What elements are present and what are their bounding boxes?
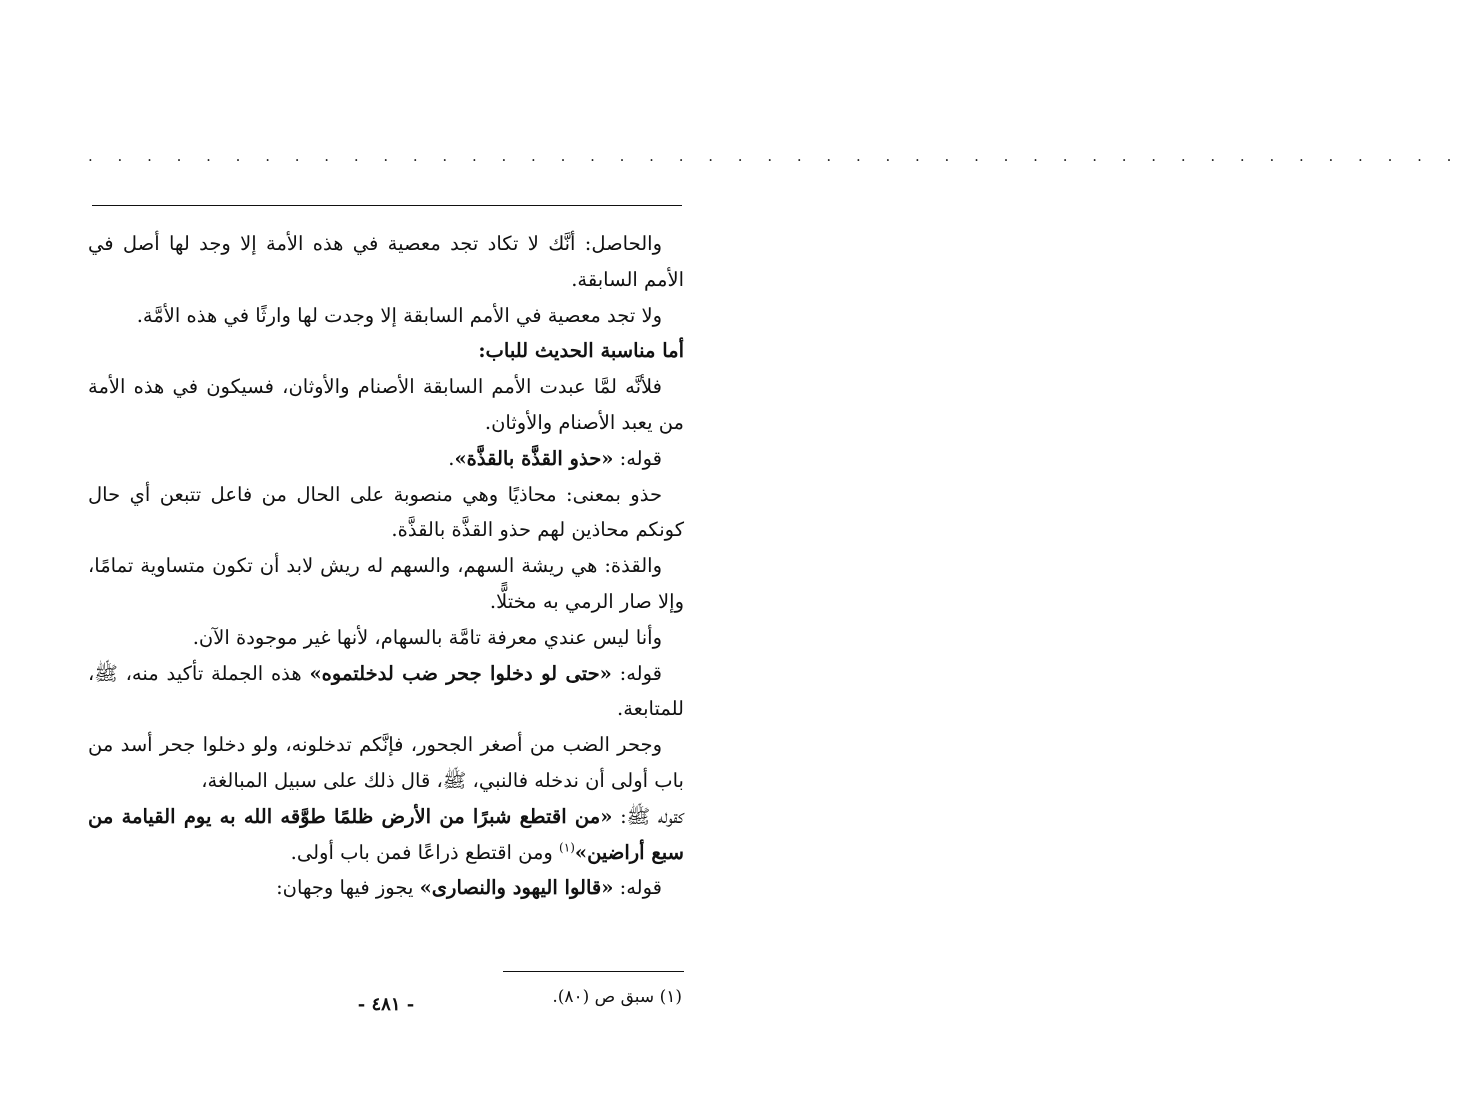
quote-intro: قوله: <box>613 876 662 900</box>
header-dots: . . . . . . . . . . . . . . . . . . . . . . . . . . . . . . . . . . . . . . . . . . . . . . . <box>88 147 1461 165</box>
footnote: (١) سبق ص (٨٠). <box>552 987 682 1007</box>
paragraph-quote-jews <box>88 870 684 906</box>
quote-intro: قوله: <box>611 661 663 685</box>
paragraph-arrows: وأنا ليس عندي معرفة تامَّة بالسهام، لأنها غير موجودة الآن. <box>192 625 662 649</box>
paragraph-inheritance: ولا تجد معصية في الأمم السابقة إلا وجدت لها وارثًا في هذه الأمَّة. <box>136 303 662 327</box>
header-rule <box>92 205 682 206</box>
paragraph-idols: فلأنَّه لمَّا عبدت الأمم السابقة الأصنام والأوثان، فسيكون في هذه الأمة من يعبد الأصنام والأوثان. <box>88 375 684 434</box>
paragraph-qudhdha-meaning: والقذة: هي ريشة السهم، والسهم له ريش لابد أن تكون متساوية تمامًا، وإلا صار الرمي به مختلًّا. <box>88 554 684 613</box>
quote-end: هذه الجملة تأكيد منه، ﷺ، للمتابعة. <box>88 661 684 721</box>
quote-text: «قالوا اليهود والنصارى» <box>419 876 614 900</box>
quote-end: ومن اقتطع ذراعًا فمن باب أولى. <box>290 840 560 864</box>
paragraph-quote-lizard <box>88 656 684 728</box>
quote-intro: كقوله ﷺ: <box>612 804 684 828</box>
paragraph-quote-qudhdha <box>88 441 684 477</box>
paragraph-quote-land <box>88 799 684 871</box>
footnote-rule <box>503 971 684 972</box>
footnote-reference[interactable]: (١) <box>559 840 575 855</box>
quote-end: يجوز فيها وجهان: <box>276 876 420 900</box>
quote-text: «حذو القذَّة بالقذَّة» <box>454 446 614 470</box>
quote-end: . <box>448 446 455 470</box>
paragraph-conclusion: والحاصل: أنَّك لا تكاد تجد معصية في هذه الأمة إلا وجد لها أصل في الأمم السابقة. <box>88 232 684 291</box>
quote-intro: قوله: <box>613 446 662 470</box>
paragraph-hadhw-meaning: حذو بمعنى: محاذيًا وهي منصوبة على الحال من فاعل تتبعن أي حال كونكم محاذين لهم حذو القذَّة بالقذَّة. <box>88 482 684 542</box>
page-number: - ٤٨١ - <box>357 994 415 1015</box>
paragraph-lizard-hole: وجحر الضب من أصغر الجحور، فإنَّكم تدخلونه، ولو دخلوا جحر أسد من باب أولى أن ندخله فالنبي، ﷺ، قال ذلك على سبيل المبالغة، <box>88 733 684 792</box>
page <box>88 0 1461 1107</box>
section-heading: أما مناسبة الحديث للباب: <box>478 339 684 363</box>
body-text <box>88 226 684 906</box>
quote-text: «من اقتطع شبرًا من الأرض ظلمًا طوَّقه الله به يوم القيامة من سبع أراضين» <box>88 804 684 864</box>
quote-text: «حتى لو دخلوا جحر ضب لدخلتموه» <box>309 661 612 685</box>
